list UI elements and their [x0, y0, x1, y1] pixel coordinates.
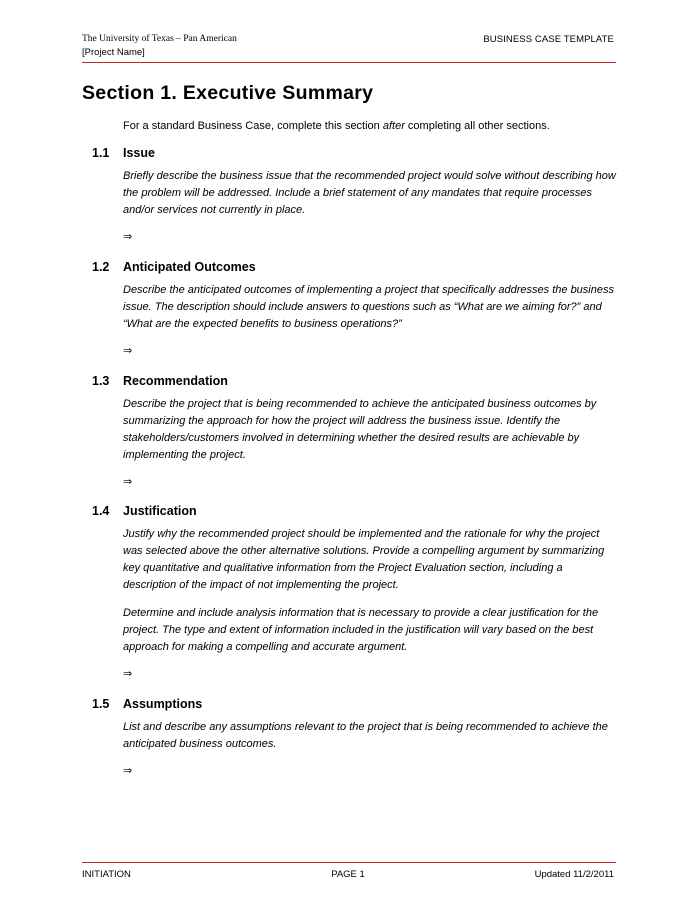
intro-text-before: For a standard Business Case, complete this section — [123, 120, 383, 132]
subsection-description — [123, 526, 618, 656]
subsection-heading — [82, 504, 616, 518]
subsection-title: Assumptions — [123, 697, 203, 711]
subsection-title: Issue — [123, 146, 155, 160]
header-divider — [82, 62, 616, 63]
footer-divider — [82, 862, 616, 863]
project-name: [Project Name] — [82, 47, 145, 58]
subsection-anticipated-outcomes — [82, 260, 616, 357]
subsection-description — [123, 282, 618, 333]
subsection-heading — [82, 146, 616, 160]
institution-name: The University of Texas – Pan American — [82, 34, 237, 44]
subsection-heading — [82, 260, 616, 274]
subsection-title: Justification — [123, 504, 197, 518]
section-intro — [123, 120, 550, 132]
subsection-issue — [82, 146, 616, 243]
description-paragraph: Describe the project that is being recommended to achieve the anticipated business outcomes by summarizing the approach for how the project will address the business issue. Identify the stakeholders/customers involved in determining whether the desired results are achievable by implementing the project. — [123, 398, 597, 461]
subsection-description — [123, 168, 618, 219]
subsection-heading — [82, 374, 616, 388]
subsection-description — [123, 719, 618, 753]
input-placeholder-arrow[interactable]: ⇒ — [123, 765, 133, 777]
input-placeholder-arrow[interactable]: ⇒ — [123, 668, 133, 680]
subsection-title: Recommendation — [123, 374, 228, 388]
subsection-title: Anticipated Outcomes — [123, 260, 256, 274]
footer-page-number: PAGE 1 — [331, 869, 365, 880]
description-paragraph: Briefly describe the business issue that the recommended project would solve without describing how the problem will be addressed. Include a brief statement of any mandates that require processes and/or services not currently in place. — [123, 170, 616, 216]
intro-emphasis: after — [382, 120, 405, 132]
subsection-justification — [82, 504, 616, 680]
subsection-number: 1.3 — [92, 374, 110, 388]
input-placeholder-arrow[interactable]: ⇒ — [123, 231, 133, 243]
description-paragraph: Determine and include analysis information that is necessary to provide a clear justification for the project. The type and extent of information included in the justification will vary based on the best approach for making a compelling and accurate argument. — [123, 607, 599, 653]
input-placeholder-arrow[interactable]: ⇒ — [123, 345, 133, 357]
section-title: Section 1. Executive Summary — [82, 82, 374, 104]
subsection-description — [123, 396, 618, 464]
description-paragraph: List and describe any assumptions relevant to the project that is being recommended to achieve the anticipated business outcomes. — [123, 721, 608, 750]
subsection-assumptions — [82, 697, 616, 777]
footer-updated-date: Updated 11/2/2011 — [534, 869, 614, 880]
input-placeholder-arrow[interactable]: ⇒ — [123, 476, 133, 488]
intro-text-after: completing all other sections. — [404, 120, 550, 132]
template-title: BUSINESS CASE TEMPLATE — [483, 34, 614, 45]
subsection-number: 1.4 — [92, 504, 110, 518]
subsection-recommendation — [82, 374, 616, 488]
description-paragraph: Describe the anticipated outcomes of implementing a project that specifically addresses the business issue. The description should include answers to questions such as “What are we aiming for?” and “What are the expected benefits to business operations?” — [123, 284, 614, 330]
footer-phase: INITIATION — [82, 869, 131, 880]
subsection-heading — [82, 697, 616, 711]
subsection-number: 1.2 — [92, 260, 110, 274]
subsection-number: 1.1 — [92, 146, 110, 160]
subsection-number: 1.5 — [92, 697, 110, 711]
description-paragraph: Justify why the recommended project should be implemented and the rationale for why the project was selected above the other alternative solutions. Provide a compelling argument by summarizing key quantitative and qualitative information from the Project Evaluation section, including a description of the impact of not implementing the project. — [123, 528, 605, 591]
